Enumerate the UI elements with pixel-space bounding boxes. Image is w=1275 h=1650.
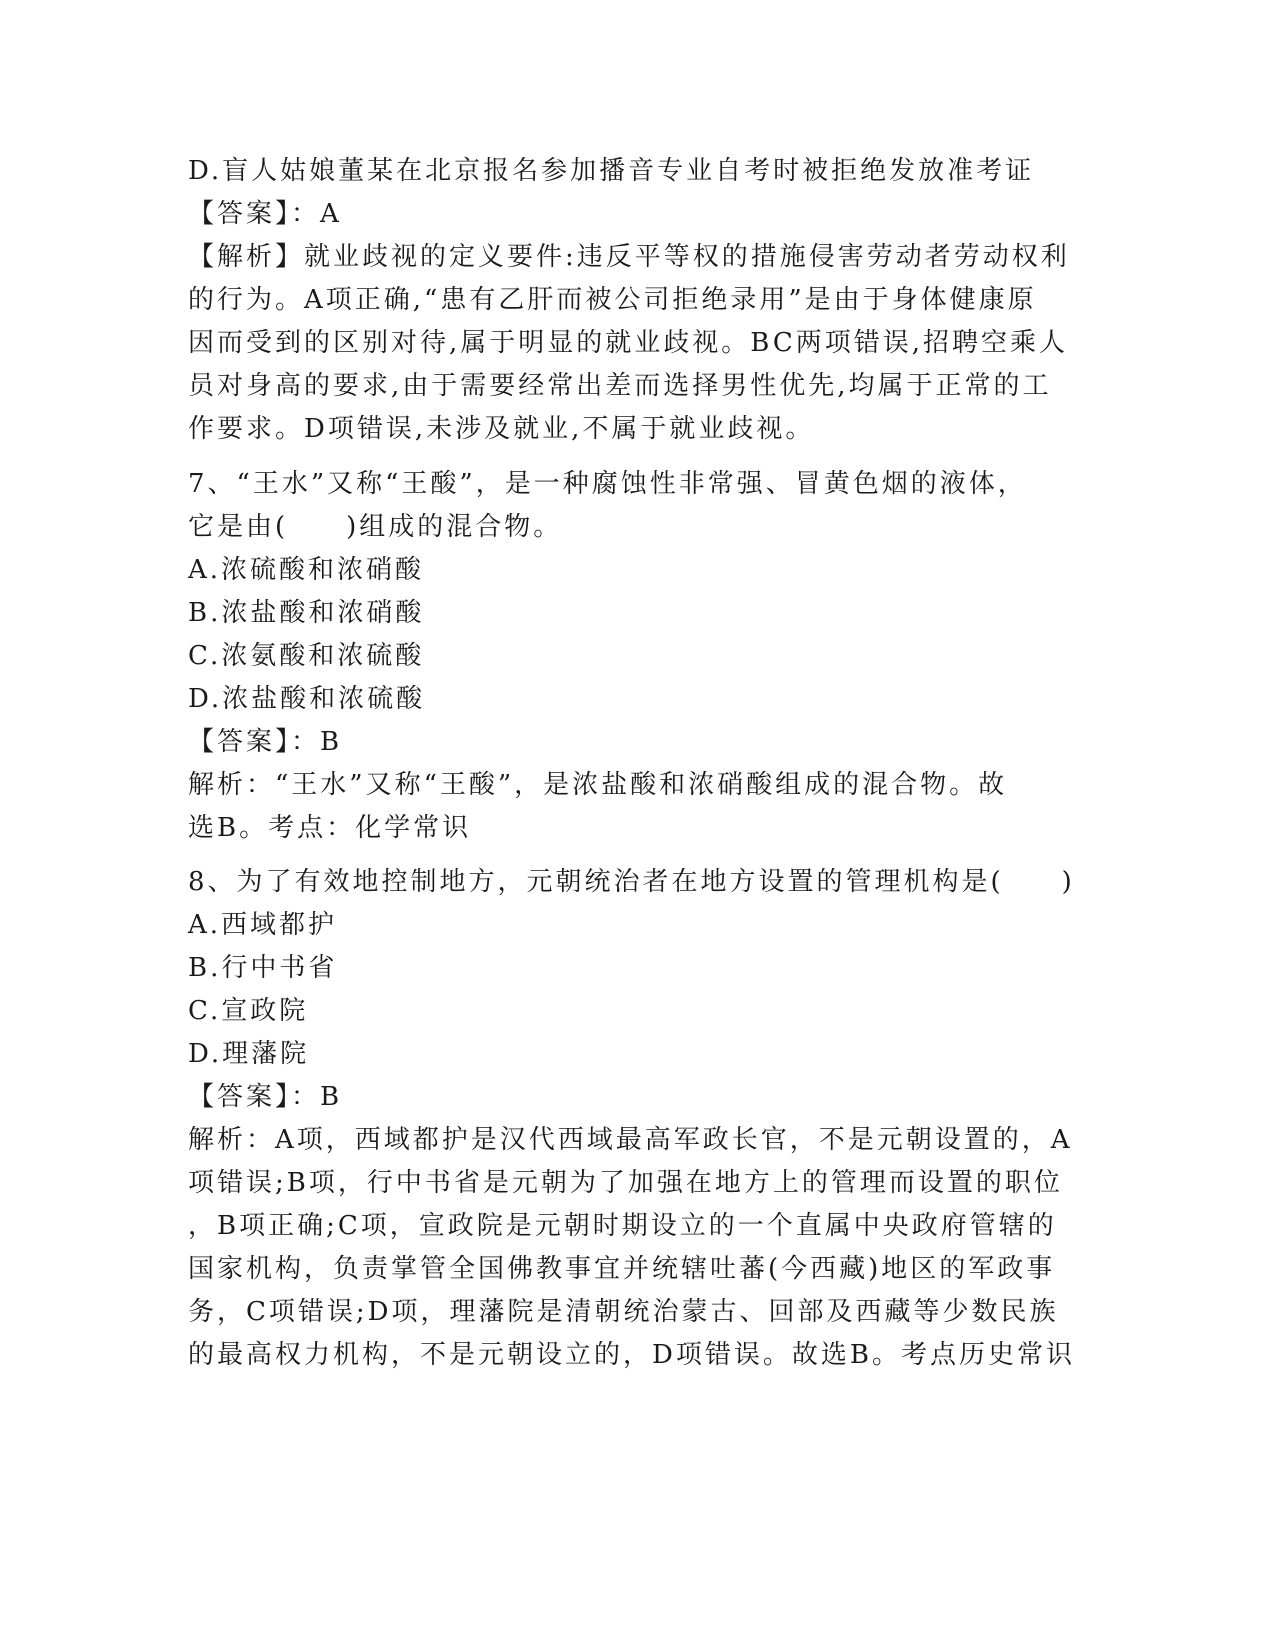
analysis-line: 的最高权力机构，不是元朝设立的，D项错误。故选B。考点历史常识: [188, 1340, 1075, 1370]
question-text-line: 8、为了有效地控制地方，元朝统治者在地方设置的管理机构是( ): [188, 867, 1075, 897]
document-page: [188, 150, 1088, 1377]
analysis-line: 的行为。A项正确,“患有乙肝而被公司拒绝录用”是由于身体健康原: [188, 285, 1037, 315]
option-a-line: A.西域都护: [188, 910, 338, 940]
option-a-line: A.浓硫酸和浓硝酸: [188, 555, 425, 585]
analysis-line: 解析：A项，西域都护是汉代西域最高军政长官，不是元朝设置的，A: [188, 1125, 1073, 1155]
answer-line: 【答案】：B: [188, 1082, 343, 1112]
option-b-line: B.浓盐酸和浓硝酸: [188, 598, 425, 628]
question-8: [188, 861, 1088, 1377]
analysis-line: 因而受到的区别对待,属于明显的就业歧视。BC两项错误,招聘空乘人: [188, 328, 1069, 358]
option-c-line: C.宣政院: [188, 996, 309, 1026]
spacer: [188, 850, 1088, 861]
analysis-line: ，B项正确;C项，宣政院是元朝时期设立的一个直属中央政府管辖的: [188, 1211, 1057, 1241]
analysis-line: 员对身高的要求,由于需要经常出差而选择男性优先,均属于正常的工: [188, 371, 1052, 401]
answer-line: 【答案】：B: [188, 727, 343, 757]
analysis-line: 选B。考点：化学常识: [188, 813, 472, 843]
question-text-line: 7、“王水”又称“王酸”，是一种腐蚀性非常强、冒黄色烟的液体，: [188, 469, 1027, 499]
analysis-line: 作要求。D项错误,未涉及就业,不属于就业歧视。: [188, 414, 815, 444]
question-text-line: 它是由( )组成的混合物。: [188, 512, 563, 542]
analysis-line: 项错误;B项，行中书省是元朝为了加强在地方上的管理而设置的职位: [188, 1168, 1063, 1198]
option-d-line: D.盲人姑娘董某在北京报名参加播音专业自考时被拒绝发放准考证: [188, 156, 1035, 186]
analysis-line: 解析：“王水”又称“王酸”，是浓盐酸和浓硝酸组成的混合物。故: [188, 770, 1008, 800]
question-7: [188, 463, 1088, 850]
analysis-line: 【解析】就业歧视的定义要件:违反平等权的措施侵害劳动者劳动权利: [188, 242, 1070, 272]
option-b-line: B.行中书省: [188, 953, 338, 983]
option-d-line: D.理藩院: [188, 1039, 310, 1069]
analysis-line: 务，C项错误;D项，理藩院是清朝统治蒙古、回部及西藏等少数民族: [188, 1297, 1059, 1327]
analysis-line: 国家机构，负责掌管全国佛教事宜并统辖吐蕃(今西藏)地区的军政事: [188, 1254, 1056, 1284]
option-c-line: C.浓氨酸和浓硫酸: [188, 641, 425, 671]
question-6-tail: [188, 150, 1088, 451]
answer-line: 【答案】：A: [188, 199, 342, 229]
option-d-line: D.浓盐酸和浓硫酸: [188, 684, 426, 714]
spacer: [188, 451, 1088, 463]
